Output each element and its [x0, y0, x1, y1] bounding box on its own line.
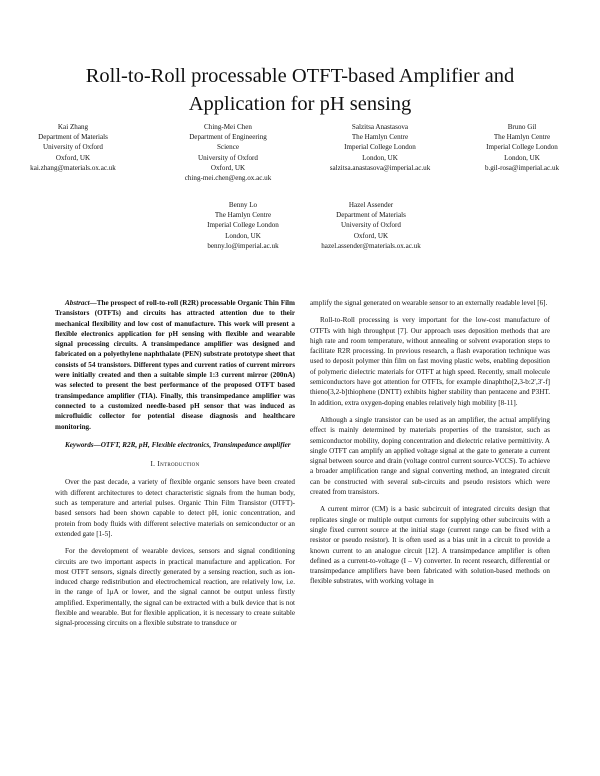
- author-affiliation: University of Oxford: [198, 153, 258, 162]
- author-block: [185, 200, 301, 251]
- author-block: [14, 122, 132, 173]
- title-line: Application for pH sensing: [188, 93, 412, 115]
- body-paragraph: Although a single transistor can be used as an amplifier, the actual amplifying effect is mainly determined by materials properties of the transistor, such as semiconductor mobility, doping concentration and dielectric relative permittivity. A single OTFT can amplify an applied voltage signal at the gate to generate a current signal between source and drain (voltage control current source-VCCS). To achieve a broader amplification range and signal converting method, an integrated circuit can be constructed with several sub-circuits and pseudo resistors which were created from transistors.: [310, 415, 550, 497]
- author-affiliation: The Hamlyn Centre: [214, 211, 272, 220]
- author-name: Kai Zhang: [57, 123, 89, 131]
- left-column: [55, 298, 295, 636]
- author-affiliation: University of Oxford: [341, 221, 401, 230]
- body-paragraph: amplify the signal generated on wearable sensor to an externally readable level [6].: [310, 299, 548, 307]
- author-affiliation: Department of Materials: [38, 133, 108, 142]
- author-location: London, UK: [504, 153, 540, 162]
- section-title: Introduction: [157, 460, 200, 469]
- author-location: Oxford, UK: [210, 163, 246, 172]
- keywords: Keywords—OTFT, R2R, pH, Flexible electronics, Transimpedance amplifier: [65, 440, 291, 449]
- author-email: kai.zhang@materials.ox.ac.uk: [30, 163, 116, 172]
- section-number: I.: [150, 460, 156, 469]
- abstract-text: The prospect of roll-to-roll (R2R) processable Organic Thin Film Transistors (OTFTs) and circuits has attracted attention due to their mechanical flexibility and low cost of manufacture. This work will present a flexible electronics application for pH sensing with flexible and wearable signal processing circuits. A transimpedance amplifier was designed and fabricated on a polyethylene naphthalate (PEN) substrate prototype sheet that consists of 54 transistors. Different types and current ratios of current mirrors were initially created and then a suitable simple 1:3 current mirror (200nA) was selected to present the best performance of the proposed OTFT based transimpedance amplifier (TIA). Finally, this transimpedance amplifier was connected to a customized needle-based pH sensor that was induced as microfluidic collector for potential disease diagnosis and healthcare monitoring.: [55, 299, 295, 431]
- section-heading: [55, 459, 295, 469]
- author-location: London, UK: [225, 231, 261, 240]
- body-paragraph: Over the past decade, a variety of flexible organic sensors have been created with different architectures to detect characteristic signals from the human body, such as temperature and arterial pulses. Organic Thin Film Transistor (OTFT)-based sensors had been shown capable to detect pH, ionic concentration, and protein from body fluids with different selective materials on semiconductor or an extended gate [1-5].: [55, 478, 295, 538]
- paper-title: [20, 62, 580, 118]
- author-location: London, UK: [362, 153, 398, 162]
- author-affiliation: Imperial College London: [344, 143, 416, 152]
- author-name: Salzitsa Anastasova: [351, 123, 409, 131]
- author-affiliation: Department of Materials: [336, 211, 406, 220]
- author-affiliation: Imperial College London: [207, 221, 279, 230]
- author-block: [304, 200, 438, 251]
- title-line: Roll-to-Roll processable OTFT-based Amplifier and: [85, 65, 515, 87]
- author-affiliation: Imperial College London: [486, 143, 558, 152]
- body-paragraph: For the development of wearable devices, sensors and signal conditioning circuits are two important aspects in practical manufacture and application. For most OTFT sensors, signals directly generated by a sensing reaction, such as ion-induced charge redistribution and electrochemical reaction, are relatively low, i.e. in the range of 1μA or lower, and the signal cannot be output unless firstly amplified. Experimentally, the signal can be extracted with a bulk device that is not flexible and wearable. But for flexible application, it is necessary to create suitable signal-processing circuits on a flexible substrate to transduce or: [55, 547, 295, 628]
- author-affiliation: The Hamlyn Centre: [493, 133, 551, 142]
- body-paragraph: A current mirror (CM) is a basic subcircuit of integrated circuits design that replicates single or multiple output currents for supplying other subcircuits with a single fixed current source at the initial stage (current range can be fixed with a resistor or pseudo resistor). It is often used as a bias unit in a circuit to provide a known current to an analogue circuit [12]. A transimpedance amplifier is often defined as a current-to-voltage (I – V) converter. In recent research, differential or transimpedance amplifiers have been fabricated with solution-based methods on flexible substrates, with working voltage in: [310, 505, 550, 586]
- abstract-label: Abstract—: [65, 299, 97, 307]
- author-email: salzitsa.anastasova@imperial.ac.uk: [329, 163, 431, 172]
- abstract: [55, 298, 295, 432]
- author-affiliation: The Hamlyn Centre: [351, 133, 409, 142]
- author-name: Benny Lo: [228, 201, 258, 209]
- author-email: ching-mei.chen@eng.ox.ac.uk: [184, 174, 272, 183]
- author-email: hazel.assender@materials.ox.ac.uk: [321, 241, 421, 250]
- author-block: [462, 122, 582, 173]
- author-block: [316, 122, 444, 173]
- author-affiliation: Department of Engineering: [189, 133, 267, 142]
- author-location: Oxford, UK: [353, 231, 389, 240]
- right-column: [310, 298, 550, 594]
- author-name: Bruno Gil: [507, 123, 537, 131]
- author-name: Hazel Assender: [348, 201, 394, 209]
- body-paragraph: Roll-to-Roll processing is very important for the low-cost manufacture of OTFTs with high throughput [7]. Our approach uses deposition methods that are high rate and room temperature, without annealing or solvent evaporation steps to facilitate R2R processing. In previous research, a flash evaporation technique was used to deposit polymer thin film on fast moving plastic webs, enabling deposition of polymeric dielectric materials for OTFT at high speed. Recently, small molecule semiconductors have got attention for OTFTs, for example dinaphtho[2,3-b:2′,3′-f] thieno[3,2-b]thiophene (DNTT) exhibits higher stability than pentacene and P3HT. In addition, extra oxygen-doping enables relatively high mobility [8-11].: [310, 316, 550, 407]
- author-email: b.gil-rosa@imperial.ac.uk: [484, 163, 560, 172]
- author-affiliation: University of Oxford: [43, 143, 103, 152]
- author-affiliation: Science: [216, 143, 240, 152]
- author-email: benny.lo@imperial.ac.uk: [207, 241, 279, 250]
- author-block: [168, 122, 288, 183]
- author-name: Ching-Mei Chen: [204, 123, 252, 131]
- author-location: Oxford, UK: [55, 153, 91, 162]
